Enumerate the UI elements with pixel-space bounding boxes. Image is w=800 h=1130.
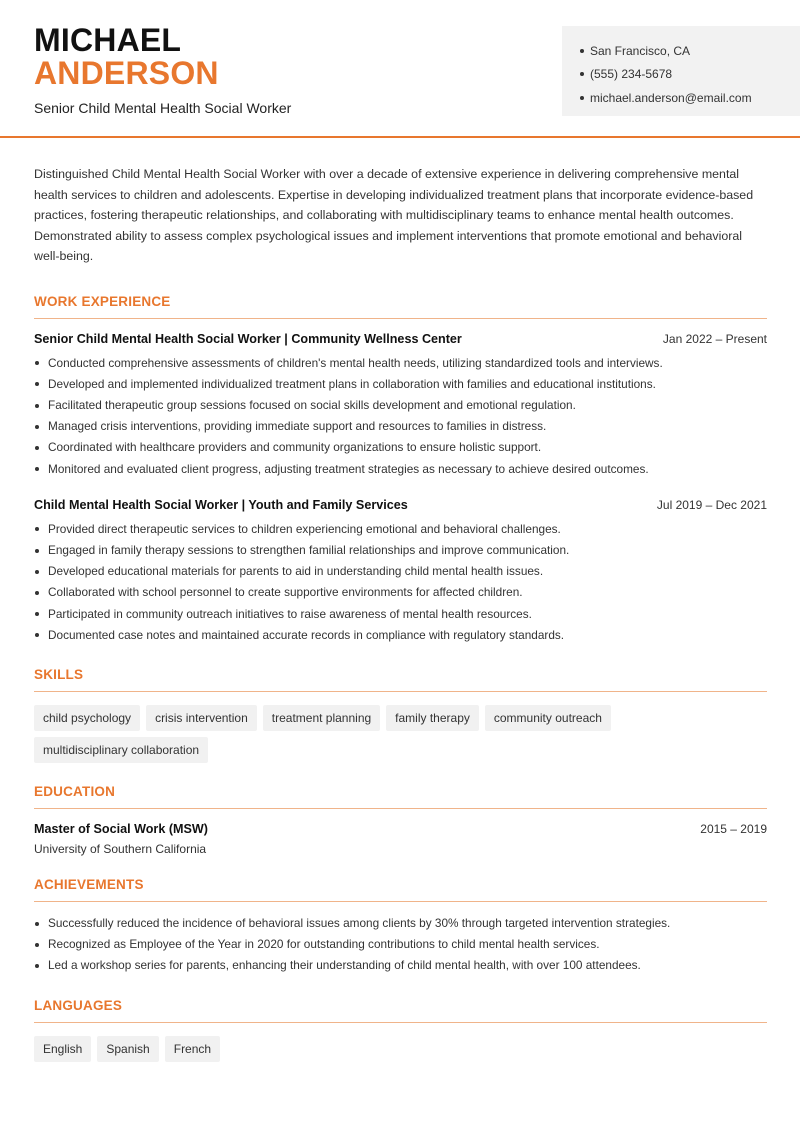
- job-dates: Jan 2022 – Present: [662, 331, 767, 346]
- bullet-icon: [35, 467, 39, 471]
- list-item: Conducted comprehensive assessments of children's mental health needs, utilizing standardized tools and interviews.: [34, 353, 767, 374]
- bullet-icon: [580, 49, 584, 53]
- skills-list: [34, 705, 767, 763]
- list-item: Led a workshop series for parents, enhancing their understanding of child mental health, with over 100 attendees.: [34, 955, 767, 976]
- bullet-icon: [35, 425, 39, 429]
- list-item: Developed and implemented individualized treatment plans in collaboration with families and educational institutions.: [34, 374, 767, 395]
- contact-phone: (555) 234-5678: [580, 63, 800, 87]
- section-heading: ACHIEVEMENTS: [34, 877, 767, 902]
- bullet-icon: [35, 612, 39, 616]
- list-item: Facilitated therapeutic group sessions focused on social skills development and emotional regulation.: [34, 395, 767, 416]
- bullet-icon: [35, 527, 39, 531]
- section-heading: SKILLS: [34, 667, 767, 692]
- list-item: Recognized as Employee of the Year in 2020 for outstanding contributions to child mental health services.: [34, 934, 767, 955]
- job-dates: Jul 2019 – Dec 2021: [656, 497, 767, 512]
- job-title: Senior Child Mental Health Social Worker: [34, 100, 292, 116]
- list-item: Coordinated with healthcare providers and community organizations to ensure holistic support.: [34, 437, 767, 458]
- skill-tag: multidisciplinary collaboration: [34, 737, 208, 763]
- degree: Master of Social Work (MSW): [34, 821, 209, 836]
- skills-section: [34, 667, 767, 763]
- bullet-icon: [35, 922, 39, 926]
- languages-section: [34, 998, 767, 1062]
- bullet-icon: [580, 96, 584, 100]
- language-tag: English: [34, 1036, 91, 1062]
- summary: Distinguished Child Mental Health Social Worker with over a decade of extensive experience in delivering comprehensive mental health services to children and adolescents. Expertise in developing individualized treatment plans that incorporate evidence-based practices, fostering therapeutic relationships, and collaborating with multidisciplinary teams to enhance mental health outcomes. Demonstrated ability to assess complex psychological issues and implement interventions that promote emotional and behavioral well-being.: [34, 167, 754, 263]
- job-role: Child Mental Health Social Worker | Youth and Family Services: [34, 497, 408, 512]
- resume-body: [34, 164, 767, 1062]
- language-tag: Spanish: [97, 1036, 158, 1062]
- achievements-list: [34, 913, 767, 977]
- bullet-icon: [35, 591, 39, 595]
- skill-tag: community outreach: [485, 705, 611, 731]
- candidate-name: [34, 24, 219, 90]
- contact-box: [562, 26, 800, 116]
- bullet-icon: [35, 549, 39, 553]
- list-item: Monitored and evaluated client progress, adjusting treatment strategies as necessary to achieve desired outcomes.: [34, 459, 767, 480]
- languages-list: [34, 1036, 767, 1062]
- language-tag: French: [165, 1036, 220, 1062]
- list-item: Provided direct therapeutic services to children experiencing emotional and behavioral challenges.: [34, 519, 767, 540]
- skill-tag: child psychology: [34, 705, 140, 731]
- bullet-icon: [35, 964, 39, 968]
- bullet-icon: [35, 404, 39, 408]
- bullet-icon: [35, 361, 39, 365]
- bullet-icon: [35, 382, 39, 386]
- list-item: Successfully reduced the incidence of behavioral issues among clients by 30% through targeted intervention strategies.: [34, 913, 767, 934]
- school: University of Southern California: [34, 841, 207, 856]
- list-item: Documented case notes and maintained accurate records in compliance with regulatory standards.: [34, 625, 767, 646]
- skill-tag: family therapy: [386, 705, 479, 731]
- skill-tag: crisis intervention: [146, 705, 257, 731]
- list-item: Engaged in family therapy sessions to strengthen familial relationships and improve communication.: [34, 540, 767, 561]
- list-item: Participated in community outreach initiatives to raise awareness of mental health resources.: [34, 604, 767, 625]
- section-heading: EDUCATION: [34, 784, 767, 809]
- education-entry: [34, 822, 767, 856]
- contact-location: San Francisco, CA: [580, 39, 800, 63]
- job-bullets: [34, 353, 767, 480]
- education-section: [34, 784, 767, 856]
- education-dates: 2015 – 2019: [700, 821, 767, 836]
- list-item: Managed crisis interventions, providing immediate support and resources to families in distress.: [34, 416, 767, 437]
- bullet-icon: [35, 446, 39, 450]
- work-experience-section: [34, 294, 767, 646]
- list-item: Collaborated with school personnel to create supportive environments for affected children.: [34, 582, 767, 603]
- job-role: Senior Child Mental Health Social Worker | Community Wellness Center: [34, 331, 462, 346]
- section-heading: LANGUAGES: [34, 998, 767, 1023]
- job-entry: [34, 332, 767, 480]
- first-name: MICHAEL: [34, 22, 182, 58]
- achievements-section: [34, 877, 767, 977]
- skill-tag: treatment planning: [263, 705, 380, 731]
- section-heading: WORK EXPERIENCE: [34, 294, 767, 319]
- bullet-icon: [35, 943, 39, 947]
- bullet-icon: [580, 72, 584, 76]
- list-item: Developed educational materials for parents to aid in understanding child mental health issues.: [34, 561, 767, 582]
- job-bullets: [34, 519, 767, 646]
- last-name: ANDERSON: [34, 55, 219, 91]
- bullet-icon: [35, 570, 39, 574]
- contact-email: michael.anderson@email.com: [580, 86, 800, 110]
- bullet-icon: [35, 633, 39, 637]
- resume-header: [0, 0, 800, 138]
- job-entry: [34, 498, 767, 646]
